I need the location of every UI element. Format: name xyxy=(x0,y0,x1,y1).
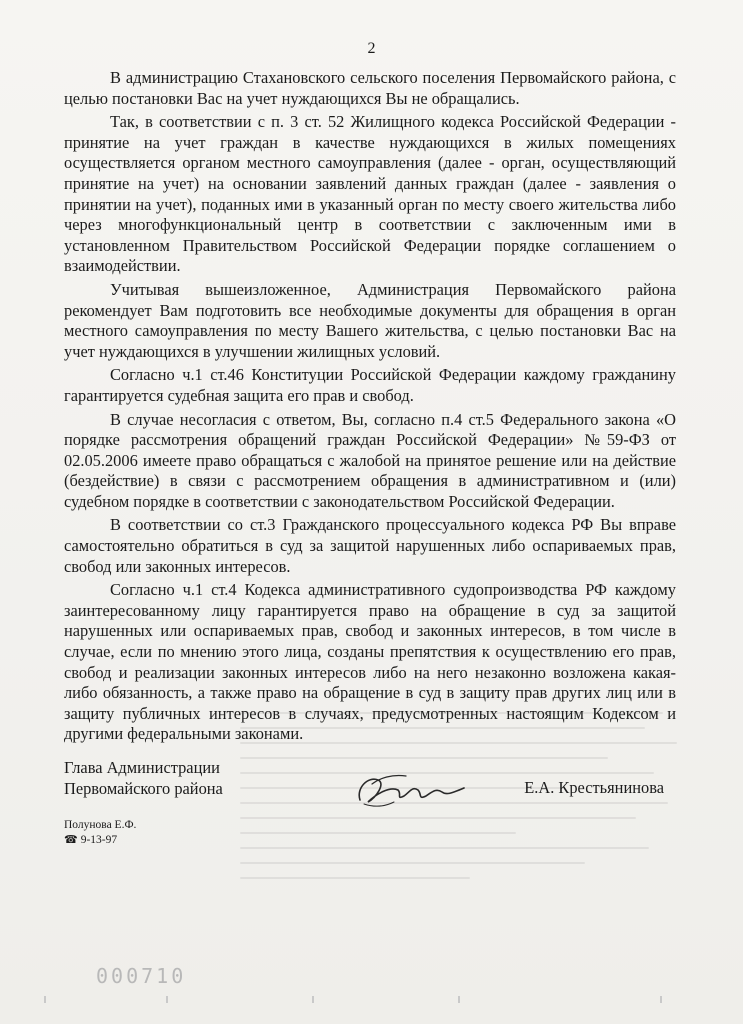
letter-body xyxy=(64,68,676,748)
signature-block xyxy=(64,758,676,799)
paragraph: Учитывая вышеизложенное, Администрация Первомайского района рекомендует Вам подготовить все необходимые документы для обращения в орган местного самоуправления по месту Вашего жительства, с целью постановки Вас на учет нуждающихся в улучшении жилищных условий. xyxy=(64,279,676,361)
telephone-icon: ☎ xyxy=(64,834,78,846)
signatory-title-line: Глава Администрации xyxy=(64,758,220,777)
executor-phone: 9-13-97 xyxy=(80,834,118,846)
paragraph: Так, в соответствии с п. 3 ст. 52 Жилищного кодекса Российской Федерации - принятие на учет граждан в качестве нуждающихся в жилых помещениях осуществляется органом местного самоуправления (далее - орган, осуществляющий принятие на учет) на основании заявлений данных граждан (далее - заявления о принятии на учет), поданных ими в указанный орган по месту своего жительства либо через многофункциональный центр в соответствии с заключенным ими в установленном Правительством Российской Федерации порядке соглашением о взаимодействии. xyxy=(64,112,676,276)
paragraph: В администрацию Стахановского сельского поселения Первомайского района, с целью постановки Вас на учет нуждающихся Вы не обращались. xyxy=(64,68,676,108)
paragraph: В соответствии со ст.3 Гражданского процессуального кодекса РФ Вы вправе самостоятельно обратиться в суд за защитой нарушенных либо оспариваемых прав, свобод или законных интересов. xyxy=(64,515,676,576)
page-number: 2 xyxy=(367,40,376,57)
signatory-name: Е.А. Крестьянинова xyxy=(524,778,664,797)
handwritten-signature xyxy=(346,764,476,814)
paragraph: Согласно ч.1 ст.4 Кодекса административного судопроизводства РФ каждому заинтересованному лицу гарантируется право на обращение в суд за защитой нарушенных или оспариваемых прав, свобод и законных интересов, в том числе в случае, если по мнению этого лица, созданы препятствия к осуществлению его прав, свобод и реализации законных интересов либо на него незаконно возложена какая-либо обязанность, а также право на обращение в суд в защиту прав других лиц или в защиту публичных интересов в случаях, предусмотренных настоящим Кодексом и другими федеральными законами. xyxy=(64,580,676,744)
signatory-title-line: Первомайского района xyxy=(64,778,223,798)
document-stamp-number: 000710 xyxy=(96,964,187,988)
paragraph: Согласно ч.1 ст.46 Конституции Российской Федерации каждому гражданину гарантируется судебная защита его прав и свобод. xyxy=(64,365,676,405)
paragraph: В случае несогласия с ответом, Вы, согласно п.4 ст.5 Федерального закона «О порядке рассмотрения обращений граждан Российской Федерации» №59-ФЗ от 02.05.2006 имеете право обращаться с жалобой на принятое решение или на действие (бездействие) в связи с рассмотрением обращения в административном и (или) судебном порядке в соответствии с законодательством Российской Федерации. xyxy=(64,409,676,511)
scan-edge-marks xyxy=(0,996,743,1006)
executor-info xyxy=(64,818,136,848)
executor-phone-line xyxy=(64,833,136,848)
executor-name: Полунова Е.Ф. xyxy=(64,819,137,831)
